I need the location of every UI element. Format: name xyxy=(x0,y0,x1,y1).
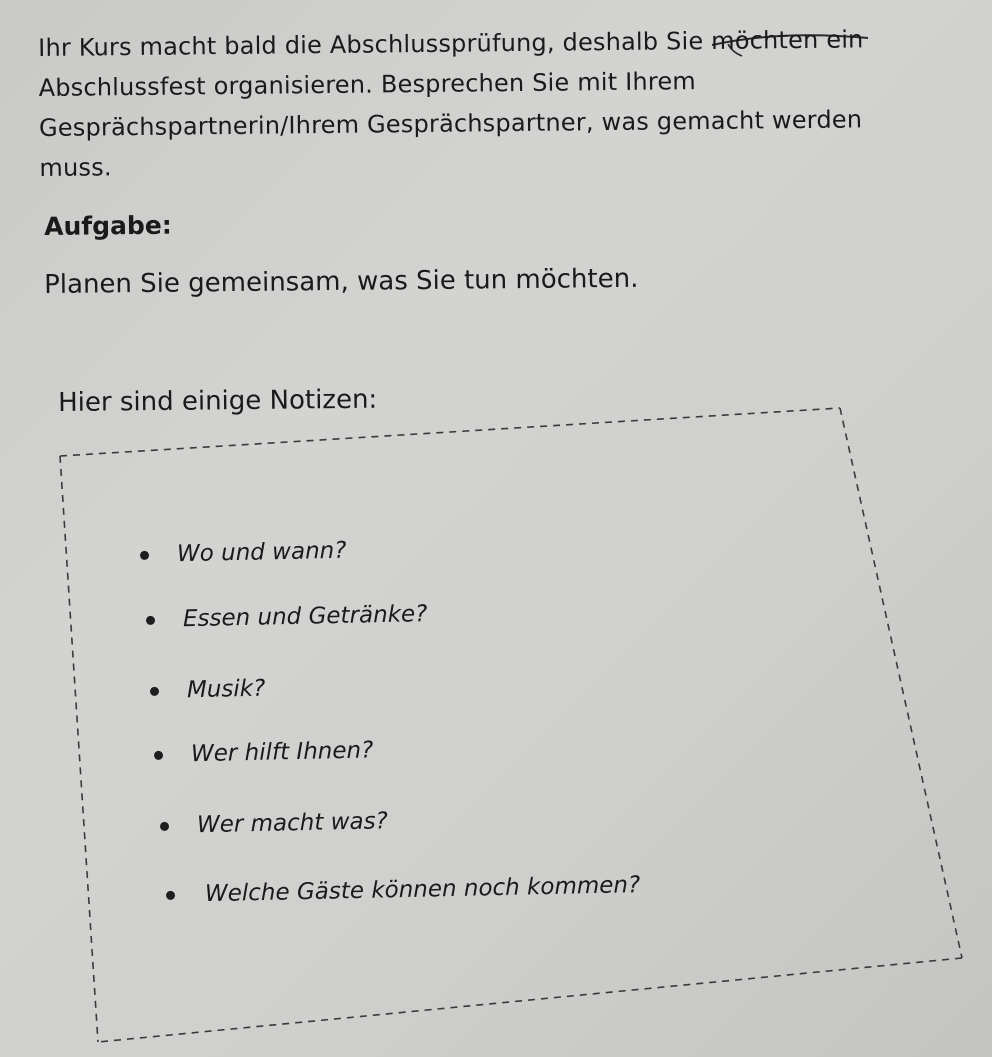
note-item-who-helps xyxy=(154,737,374,768)
note-item-music xyxy=(150,676,266,704)
bullet-icon xyxy=(160,822,169,831)
bullet-icon xyxy=(146,616,155,625)
task-heading: Aufgabe: xyxy=(44,210,172,241)
bullet-icon xyxy=(154,751,163,760)
note-item-where-when xyxy=(140,538,347,568)
notes-heading: Hier sind einige Notizen: xyxy=(58,384,378,418)
note-item-label: Wer hilft Ihnen? xyxy=(190,737,374,768)
bullet-icon xyxy=(166,891,175,900)
bullet-icon xyxy=(140,551,149,560)
note-item-food-drinks xyxy=(146,601,428,633)
note-item-label: Musik? xyxy=(186,675,266,704)
bullet-icon xyxy=(150,687,159,696)
intro-paragraph: Ihr Kurs macht bald die Abschlussprüfung, deshalb Sie möchten ein Abschlussfest organisieren. Besprechen Sie mit Ihrem Gesprächspartnerin/Ihrem Gesprächspartner, was gemacht werden muss. xyxy=(38,25,864,182)
note-item-label: Welche Gäste können noch kommen? xyxy=(204,872,641,908)
note-item-label: Wo und wann? xyxy=(176,537,347,568)
note-item-guests xyxy=(166,872,641,908)
note-item-who-does-what xyxy=(160,808,388,839)
task-text: Planen Sie gemeinsam, was Sie tun möchten. xyxy=(44,263,639,300)
note-item-label: Wer macht was? xyxy=(196,808,389,839)
note-item-label: Essen und Getränke? xyxy=(182,601,428,633)
